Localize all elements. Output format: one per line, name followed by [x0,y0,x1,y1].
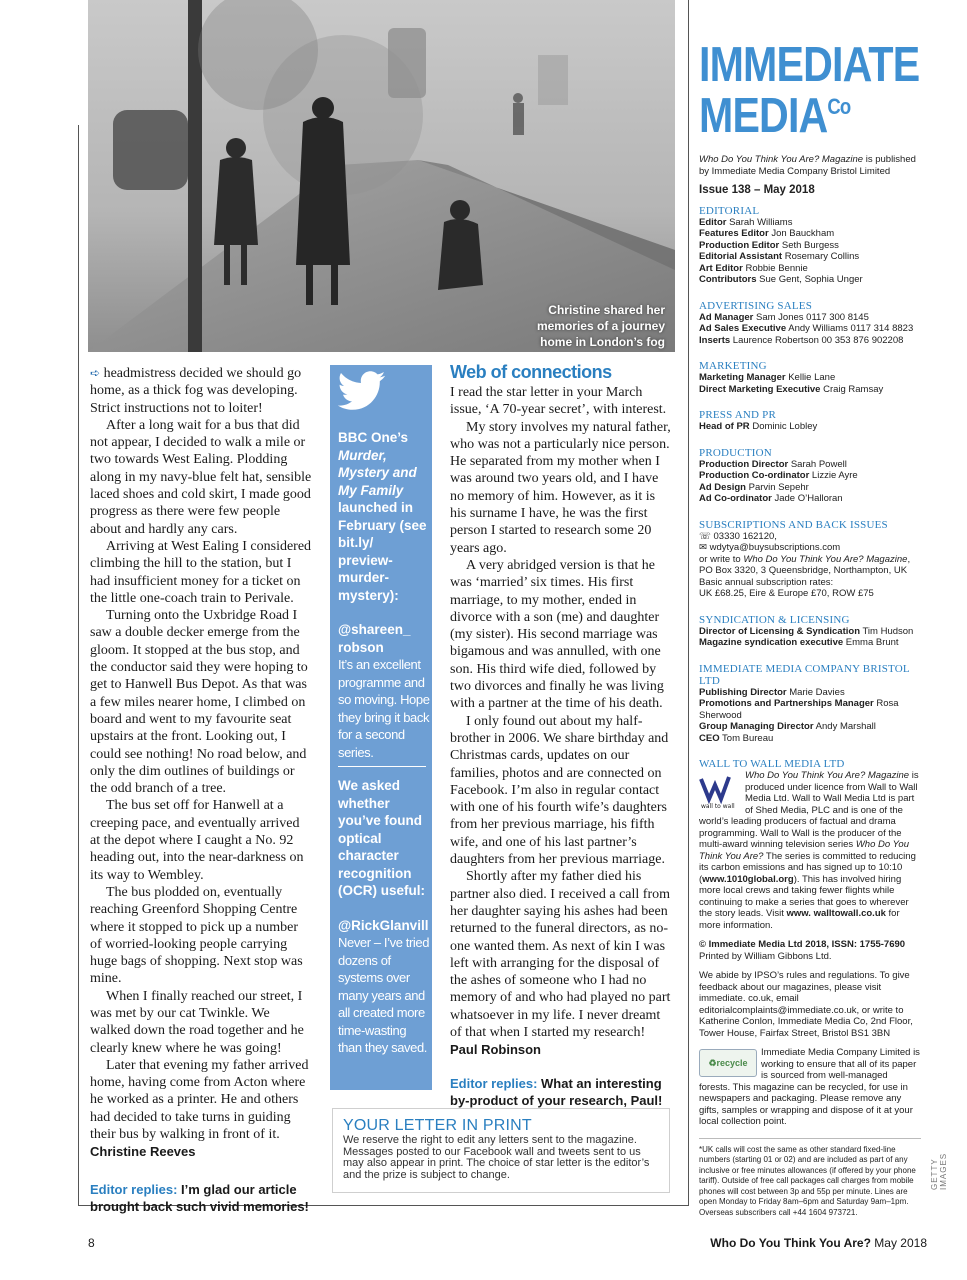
wall-to-wall-logo [699,771,741,811]
twitter-bird-icon [338,371,386,411]
subs-phone: ☏ 03330 162120, [699,530,777,542]
section-heading-press: PRESS AND PR [699,409,776,421]
letter-paragraph: When I finally reached our street, I was met by our cat Twinkle. We walked down the road together and he clearly knew where he was going! [90,988,304,1056]
subs-rates: UK £68.25, Eire & Europe £70, ROW £75 [699,588,874,599]
section-heading-w2w: WALL TO WALL MEDIA LTD [699,758,845,770]
right-border-rule [688,0,689,1206]
section-heading-subscriptions: SUBSCRIPTIONS AND BACK ISSUES [699,518,888,531]
credit-line: Ad Design Parvin Sepehr [699,481,809,493]
distant-figure [513,93,524,135]
footer-magazine: Who Do You Think You Are? May 2018 [710,1236,927,1250]
letter-paragraph: I only found out about my half-brother in 2006. We share birthday and Christmas cards, updates on our families, photos and are connected on Facebook. I’m also in regular contact with one of his fourth wife’s daughters from her previous marriage, his fifth wife, and one of his last partner’s daughters from her previous marriage. [450,713,669,868]
section-heading-imc: IMMEDIATE MEDIA COMPANY BRISTOL LTD [699,662,910,687]
letter-christine [90,365,312,1215]
credit-line: Promotions and Partnerships Manager Rosa Sherwood [699,698,899,721]
twitter-answer: It’s an excellent programme and so moving. Hope they bring it back for a second series. [338,657,430,760]
letter-paragraph: A very abridged version is that he was ‘married’ six times. His first marriage, to my mother, ended in divorce with a son (me) and daughter (my sister). His second marriage was bigamous and was annulled, with one son. His third wife died, followed by two divorces and finally he was living with a partner at the time of his death. [450,557,664,712]
svg-text:wall to wall: wall to wall [701,803,735,810]
w2w-paragraph: wall to wall Who Do You Think You Are? Magazine is produced under licence from Wall to Wall Media Ltd. Wall to Wall Media Ltd is part of Shed Media, PLC and is one of the world’s leading producers of factual and drama programming. Wall to Wall is the producer of the multi-award winning television series Who Do You Think You Are? The series is committed to reducing its carbon emissions and has signed up to 10:10 (www.1010global.org). This has involved hiring more local crews and taking fewer flights while continuing to make a series that goes to wherever the story leads. Visit www. walltowall.co.uk for more information. [699,770,919,931]
copyright: © Immediate Media Ltd 2018, ISSN: 1755-7690 [699,939,906,950]
masthead-sidebar [699,38,921,1219]
ipso-notice: We abide by IPSO’s rules and regulations. To give feedback about our magazines, please visit immediate. co.uk, email editorialcomplaints@immediate.co.uk, or write to Katherine Conlon, Immediate Media Co, 2nd Floor, Tower House, Fairfax Street, Bristol BS1 3BN [699,970,913,1039]
letter-in-print-box [332,1108,670,1193]
letter-signature: Christine Reeves [90,1144,196,1160]
publisher-intro: Who Do You Think You Are? Magazine is published by Immediate Media Company Bristol Limited [699,154,916,177]
print-box-title: YOUR LETTER IN PRINT [343,1117,532,1134]
print-box-text: We reserve the right to edit any letters sent to the magazine. Messages posted to our Facebook wall and tweets sent to us may also appear in print. The choice of star letter is the editor’s and the prize is subject to change. [343,1134,650,1181]
twitter-handle: @RickGlanvill [338,917,429,933]
letter-paul [450,362,672,1109]
fog-photo [88,0,675,352]
left-border-rule [78,125,79,1205]
letter-title: Web of connections [450,362,612,382]
credit-line: Features Editor Jon Bauckham [699,228,835,239]
credit-line: Inserts Laurence Robertson 00 353 876 902208 [699,334,904,346]
credit-line: Group Managing Director Andy Marshall [699,721,876,732]
twitter-question-1: BBC One’s Murder, Mystery and My Family launched in February (see bit.ly/ preview-murder-mystery): @shareen_ robson It’s an excellent programme and so moving. Hope they bring it back for a second series. [338,430,430,760]
calls-footnote: *UK calls will cost the same as other standard fixed-line numbers (starting 01 or 02) and are included as part of any inclusive or free minutes allowances (if offered by your phone tariff). Outside of free call packages call charges from mobile phones will cost between 3p and 55p per minute. Lines are open Monday to Friday 8am–6pm and Saturday 9am–1pm. Overseas subscribers call +44 1604 973721. [699,1138,921,1219]
issue-label: Issue 138 – May 2018 [699,184,815,196]
credit-line: Production Director Sarah Powell [699,458,847,470]
twitter-answer: Never – I’ve tried dozens of systems over many years and all created more time-wasting than they saved. [338,935,430,1055]
printer: Printed by William Gibbons Ltd. [699,950,832,962]
page-number: 8 [88,1236,95,1250]
editor-reply-label: Editor replies: [450,1075,538,1091]
credit-line: Production Editor Seth Burgess [699,239,839,251]
immediate-media-logo: IMMEDIATE $MEDIA^{Co}$ [699,38,920,143]
credit-line: Ad Sales Executive Andy Williams 0117 314 8823 [699,323,914,334]
twitter-handle: @shareen_ robson [338,622,411,655]
letter-paragraph: Arriving at West Ealing I considered climbing the hill to the station, but I had insufficient money for a ticket on the little one-coach train to Perivale. [90,538,312,606]
letter-paragraph: My story involves my natural father, who was not a particularly nice person. He separated from my mother when I was around two years old, and I have no memory of him. However, as it is his surname I have, he was the first person I started to research some 20 years ago. [450,419,671,556]
car-shape [113,110,188,190]
editor-reply-text: What an interesting by-product of your research, Paul! [450,1075,663,1108]
letter-paragraph: After a long wait for a bus that did not appear, I decided to walk a mile or two towards West Ealing. Plodding along in my navy-blue felt hat, sensible laced shoes and cold skirt, I made good progress as there were few people about and hardly any cars. [90,417,312,537]
editor-reply [450,1075,672,1109]
credit-line: Magazine syndication executive Emma Brunt [699,637,899,648]
subs-email: ✉ wdytya@buysubscriptions.com [699,542,841,553]
photo-credit: GETTY IMAGES [930,1152,948,1190]
fog-scene-illustration [88,0,675,352]
editor-reply-label: Editor replies: [90,1181,178,1197]
credit-line: Head of PR Dominic Lobley [699,421,818,432]
letter-paragraph: The bus set off for Hanwell at a creeping pace, and eventually arrived at the depot where I caught a No. 92 heading out, into the near-darkness on its way to Wembley. [90,798,304,883]
credit-line: Production Co-ordinator Lizzie Ayre [699,470,858,481]
credit-line: Editorial Assistant Rosemary Collins [699,251,860,262]
photo-caption: Christine shared her memories of a journey home in London’s fog [536,303,665,349]
letter-paragraph: ➪ headmistress decided we should go home, as a thick fog was developing. Strict instructions not to loiter! [90,366,302,416]
twitter-divider [338,766,426,767]
credit-line: Marketing Manager Kellie Lane [699,372,836,383]
credit-line: CEO Tom Bureau [699,732,774,744]
credit-line: Direct Marketing Executive Craig Ramsay [699,383,884,395]
credit-line: Director of Licensing & Syndication Tim Hudson [699,625,914,637]
letter-paragraph: Later that evening my father arrived home, having come from Acton where he worked as a printer. He and others had decided to take turns in guiding their bus by walking in front of it. [90,1057,309,1143]
letter-paragraph: Turning onto the Uxbridge Road I saw a double decker emerge from the gloom. It stopped at the bus stop, and the conductor said they were hoping to get to Hanwell Bus Depot. As that was a few miles nearer home, I climbed on board and went to my favourite seat upstairs at the front. Looking out, I could see nothing! No road below, and only the dim outlines of buildings or the odd branch of a tree. [90,608,308,797]
section-heading-marketing: MARKETING [699,360,767,372]
letter-paragraph: Shortly after my father died his partner also died. I received a call from her daughter saying his ashes had been returned to the funeral directors, as no-one wanted them. As next of kin I was left with arranging for the disposal of the ashes of someone who I had no memory of and who had played no part whatsoever in my life. I never dreamt of that when I started my research! [450,869,671,1040]
section-heading-syndication: SYNDICATION & LICENSING [699,613,850,626]
credit-line: Contributors Sue Gent, Sophia Unger [699,274,863,285]
subs-rates-label: Basic annual subscription rates: [699,576,834,588]
section-heading-advertising: ADVERTISING SALES [699,299,813,312]
letter-paragraph: I read the star letter in your March issue, ‘A 70-year secret’, with interest. [450,385,667,418]
section-heading-production: PRODUCTION [699,446,772,459]
recycle-logo: ♻recycle [699,1049,757,1077]
credit-line: Editor Sarah Williams [699,216,793,228]
editor-reply [90,1181,312,1215]
subs-address: or write to Who Do You Think You Are? Magazine, PO Box 3320, 3 Queensbridge, Northampton, UK [699,553,911,576]
recycle-notice: ♻recycle Immediate Media Company Limited is working to ensure that all of its paper is sourced from well-managed forests. This magazine can be recycled, for use in newspapers and packaging. Please remove any gifts, samples or wrapping and dispose of it at your local collection point. [699,1047,920,1127]
recycle-icon: ♻ [708,1058,717,1068]
continued-arrow-icon: ➪ [90,366,101,380]
credit-line: Ad Manager Sam Jones 0117 300 8145 [699,311,869,323]
twitter-panel [330,365,432,1090]
twitter-question-2: We asked whether you’ve found optical character recognition (OCR) useful: @RickGlanvill Never – I’ve tried dozens of systems over many years and all created more time-wasting than they saved. [338,778,430,1055]
section-heading-editorial: EDITORIAL [699,204,760,217]
credit-line: Art Editor Robbie Bennie [699,262,808,274]
credit-line: Publishing Director Marie Davies [699,686,845,698]
letter-signature: Paul Robinson [450,1042,541,1058]
credit-line: Ad Co-ordinator Jade O’Halloran [699,493,843,504]
letter-paragraph: The bus plodded on, eventually reaching Greenford Shopping Centre where it stopped to pick up a number of worried-looking people carrying huge bags of shopping. Next stop was mine. [90,884,303,987]
editor-reply-text: I’m glad our article brought back such vivid memories! [90,1181,309,1214]
